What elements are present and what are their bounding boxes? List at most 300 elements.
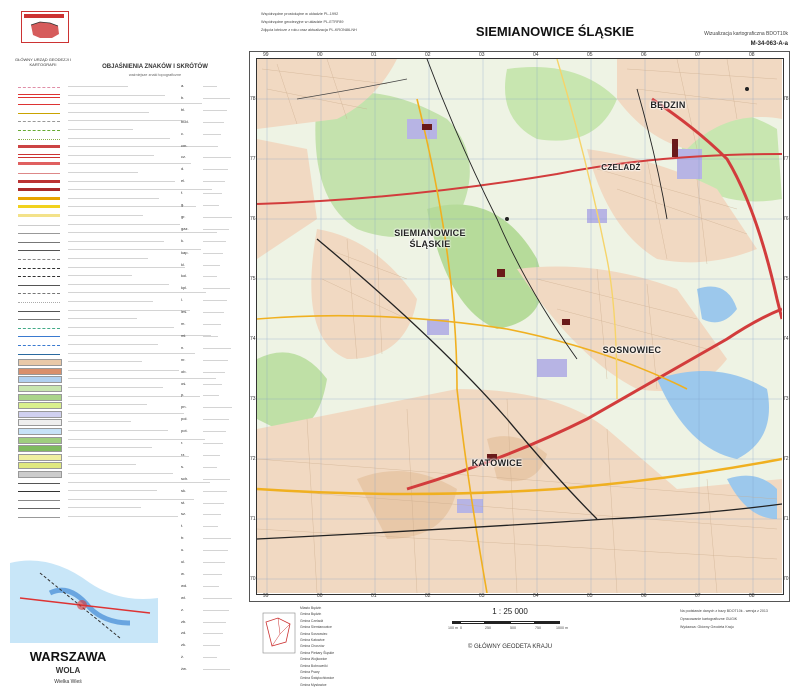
legend-symbol — [18, 121, 60, 122]
legend-row — [18, 187, 223, 196]
abbreviation-description-line — [203, 645, 220, 646]
abbreviation-description-line — [203, 98, 230, 99]
grid-label-x: 99 — [263, 52, 269, 58]
legend-row — [18, 480, 223, 486]
abbreviation: sz. — [181, 511, 187, 517]
abbreviation: cm. — [181, 142, 188, 148]
abbreviation-description-line — [203, 586, 219, 587]
abbreviation: rz. — [181, 451, 186, 457]
grid-label-y: 78 — [783, 96, 789, 102]
abbreviation: ul. — [181, 559, 186, 564]
legend-symbol — [18, 437, 62, 444]
abbreviation-description-line — [203, 324, 221, 325]
legend-symbol — [18, 173, 60, 174]
grid-label-x: 06 — [641, 52, 647, 58]
abbreviation: pot. — [181, 428, 188, 434]
abbreviation-description-line — [203, 181, 225, 182]
grid-label-y: 77 — [250, 156, 256, 162]
legend-row — [18, 376, 223, 382]
neighbor-item: Gmina Świętochłowice — [300, 676, 335, 681]
abbreviation-description-line — [203, 610, 229, 611]
legend-symbol — [18, 411, 62, 418]
meta-line-3: Zdjęcia lotnicze z roku oraz aktualizacja PL-KRON86-NH — [261, 28, 357, 32]
abbreviation: gr. — [181, 213, 186, 219]
sample-inset-map — [10, 553, 158, 643]
abbreviation: poł. — [181, 416, 188, 422]
legend-description-line — [68, 189, 212, 190]
legend-row — [18, 213, 223, 219]
org-caption: GŁÓWNY URZĄD GEODEZJI I KARTOGRAFII — [15, 57, 71, 67]
abbreviation: u. — [181, 547, 185, 553]
abbreviation-description-line — [203, 407, 232, 408]
legend-description-line — [68, 404, 147, 405]
abbreviation: wł. — [181, 594, 186, 600]
abbreviation-description-line — [203, 479, 230, 480]
abbreviation: sk. — [181, 487, 187, 493]
neighbor-item: Gmina Siemianowice — [300, 625, 332, 630]
legend-row — [18, 196, 223, 202]
city-label-katowice: KATOWICE — [471, 458, 523, 468]
abbreviation-description-line — [203, 455, 220, 456]
abbreviation-description-line — [203, 205, 219, 206]
footer-note-1: Na podstawie danych z bazy BDOT10k - wersja z 2013 — [680, 609, 768, 613]
legend-symbol — [18, 445, 62, 452]
abbreviation: bl. — [181, 106, 186, 112]
legend-symbol — [18, 293, 60, 294]
abbreviation: k. — [181, 237, 185, 243]
poland-map-icon — [28, 20, 62, 40]
legend-row — [18, 161, 223, 167]
abbreviation-description-line — [203, 134, 221, 135]
abbreviation: z. — [181, 606, 185, 612]
legend-symbol — [18, 259, 60, 260]
neighbor-item: Gmina Bobrowniki — [300, 663, 328, 668]
legend-row — [18, 118, 223, 124]
legend-symbol — [18, 225, 60, 226]
legend-symbol — [18, 454, 62, 461]
legend-row — [18, 290, 223, 296]
legend-symbol — [18, 162, 60, 165]
legend-symbol — [18, 462, 62, 469]
city-label-bedzin: BĘDZIN — [650, 100, 686, 110]
abbreviation: zd. — [181, 630, 187, 636]
abbreviation-description-line — [203, 288, 230, 289]
legend-row — [18, 437, 223, 443]
legend-description-line — [68, 353, 195, 354]
legend-description-line — [68, 241, 164, 242]
legend-row — [18, 488, 223, 494]
abbreviation-description-line — [203, 169, 228, 170]
neighbor-item: Miasto Będzin — [300, 606, 322, 610]
legend-row — [18, 170, 223, 176]
grid-label-y: 72 — [250, 456, 256, 462]
abbreviation: kpl. — [181, 285, 188, 291]
legend-symbol — [18, 385, 62, 392]
legend-row — [18, 333, 223, 339]
abbreviation: sch. — [181, 475, 189, 481]
legend-symbol — [18, 302, 60, 303]
legend-symbol — [18, 419, 62, 426]
scale-tick-label: 0 — [460, 626, 462, 630]
legend-description-line — [68, 292, 206, 293]
abbreviation: l. — [181, 297, 183, 303]
grid-label-x: 05 — [587, 52, 593, 58]
legend-symbol — [18, 104, 60, 105]
abbreviation-description-line — [203, 146, 218, 147]
abbreviation: g. — [181, 202, 185, 207]
abbreviation-description-line — [203, 538, 231, 539]
edition-label: Wizualizacja kartograficzna BDOT10k — [704, 31, 788, 37]
grid-label-x: 00 — [317, 593, 323, 599]
legend-symbol — [18, 345, 60, 346]
abbreviation-description-line — [203, 110, 227, 111]
legend-symbol — [18, 214, 60, 217]
legend-description-line — [68, 387, 163, 388]
abbreviation-description-line — [203, 443, 223, 444]
legend-description-line — [68, 439, 205, 440]
legend-description-line — [68, 198, 159, 199]
scale-bar — [452, 621, 562, 624]
abbreviation-description-line — [203, 217, 232, 218]
grid-label-x: 02 — [425, 593, 431, 599]
legend-row — [18, 416, 223, 425]
grid-label-x: 08 — [749, 52, 755, 58]
grid-label-y: 72 — [783, 456, 789, 462]
grid-label-y: 71 — [783, 516, 789, 522]
legend-description-line — [68, 430, 168, 431]
legend-symbol — [18, 517, 60, 518]
legend-description-line — [68, 344, 158, 345]
legend-symbol — [18, 250, 60, 251]
legend-row — [18, 153, 223, 159]
abbreviation: ob. — [181, 368, 187, 374]
abbreviation-description-line — [203, 384, 222, 385]
topographic-map — [257, 59, 782, 593]
neighbors-diagram — [262, 612, 296, 654]
abbreviation-description-line — [203, 193, 222, 194]
abbreviation-description-line — [203, 265, 220, 266]
grid-label-y: 73 — [250, 396, 256, 402]
legend-row — [18, 256, 223, 262]
legend-row — [18, 136, 223, 142]
legend-description-line — [68, 490, 157, 491]
abbreviation: kol. — [181, 273, 188, 279]
legend-symbol — [18, 276, 60, 277]
abbreviation: f. — [181, 190, 184, 196]
legend-row — [18, 101, 223, 107]
neighbor-item: Gmina Piekary Śląskie — [300, 650, 335, 655]
legend-row — [18, 127, 223, 133]
abbreviation: ż. — [181, 654, 185, 660]
abbreviation-description-line — [203, 598, 232, 599]
legend-description-line — [68, 284, 169, 285]
legend-symbol — [18, 328, 60, 329]
grid-label-x: 01 — [371, 52, 377, 58]
abbreviation: b. — [181, 94, 185, 100]
legend-symbol — [18, 394, 62, 401]
grid-label-y: 77 — [783, 156, 789, 162]
gugik-logo — [21, 11, 69, 43]
legend-symbol — [18, 242, 60, 243]
abbreviation: kap. — [181, 249, 189, 255]
abbreviation: n. — [181, 344, 185, 350]
legend-description-line — [68, 310, 190, 311]
abbreviation: m. — [181, 321, 186, 326]
abbreviation: t. — [181, 523, 184, 529]
legend-row — [18, 342, 223, 348]
sheet-code: M-34-063-A-a — [750, 41, 788, 47]
legend-symbol — [18, 359, 62, 366]
grid-label-x: 01 — [371, 593, 377, 599]
legend-symbol — [18, 188, 60, 191]
legend-description-line — [68, 172, 138, 173]
abbreviation-description-line — [203, 229, 229, 230]
sample-name-small: Wielka Wieś — [54, 679, 82, 685]
abbreviation-description-line — [203, 503, 224, 504]
abbreviation: st. — [181, 499, 186, 505]
footer-note-2: Opracowanie kartograficzne GUGiK — [680, 617, 738, 621]
abbreviation: tr. — [181, 535, 185, 541]
abbreviation-description-line — [203, 312, 224, 313]
legend-symbol — [18, 483, 60, 484]
legend-description-line — [68, 181, 175, 182]
abbreviation-description-line — [203, 657, 217, 658]
legend-symbol — [18, 376, 62, 383]
legend-row — [18, 222, 223, 228]
abbreviation: leś. — [181, 309, 188, 315]
legend-row — [18, 411, 223, 417]
legend-description-line — [68, 215, 143, 216]
legend-description-line — [68, 138, 170, 139]
abbreviation-description-line — [203, 336, 218, 337]
legend-row — [18, 451, 223, 460]
legend-description-line — [68, 155, 154, 156]
legend-description-line — [68, 301, 153, 302]
legend-description-line — [68, 516, 178, 517]
abbreviation: gaz. — [181, 225, 189, 231]
legend-description-line — [68, 232, 217, 233]
abbreviation-description-line — [203, 491, 227, 492]
legend-description-line — [68, 275, 132, 276]
abbreviation-description-line — [203, 622, 226, 623]
scale-text: 1 : 25 000 — [492, 607, 528, 616]
grid-label-y: 70 — [250, 576, 256, 582]
legend-description-line — [68, 267, 185, 268]
legend-symbol — [18, 500, 60, 501]
abbreviation-description-line — [203, 669, 230, 670]
grid-label-x: 00 — [317, 52, 323, 58]
legend-description-line — [68, 447, 152, 448]
city-label-siemianowice: SIEMIANOWICE ŚLĄSKIE — [394, 228, 466, 249]
legend-row — [18, 428, 223, 434]
scale-tick-label: 750 — [535, 626, 541, 630]
grid-label-x: 03 — [479, 52, 485, 58]
legend-symbol — [18, 145, 60, 148]
grid-label-y: 76 — [783, 216, 789, 222]
legend-symbol — [18, 508, 60, 509]
legend-description-line — [68, 129, 133, 130]
legend-row — [18, 239, 223, 245]
abbreviation-description-line — [203, 241, 226, 242]
abbreviation: d. — [181, 166, 185, 172]
legend-row — [18, 261, 223, 271]
abbreviation-description-line — [203, 550, 228, 551]
legend-description-line — [68, 473, 173, 474]
legend-row — [18, 179, 223, 185]
grid-label-x: 05 — [587, 593, 593, 599]
abbreviation: bud. — [181, 118, 189, 124]
legend-description-line — [68, 112, 149, 113]
legend-row — [18, 394, 223, 400]
legend-symbol — [18, 94, 60, 98]
copyright: © GŁÓWNY GEODETA KRAJU — [467, 644, 553, 650]
neighbor-item: Gmina Wojkowice — [300, 657, 328, 662]
abbreviation: w. — [181, 570, 185, 576]
meta-line-2: Współrzędne geodezyjne w układzie PL-ETRF89 — [261, 20, 344, 24]
abbreviation: r. — [181, 440, 184, 445]
grid-label-y: 78 — [250, 96, 256, 102]
legend-row — [18, 144, 223, 150]
scale-tick-label: 100 m — [448, 626, 458, 630]
abbreviation: c. — [181, 130, 185, 136]
abbreviation-description-line — [203, 348, 231, 349]
sample-name-big: WARSZAWA — [29, 649, 107, 664]
grid-label-x: 03 — [479, 593, 485, 599]
legend-row — [18, 368, 223, 374]
abbreviation-description-line — [203, 372, 225, 373]
abbreviation: oś. — [181, 380, 187, 386]
legend-description-line — [68, 378, 216, 379]
abbreviation-description-line — [203, 562, 225, 563]
abbreviation: pn. — [181, 404, 187, 410]
grid-label-y: 70 — [783, 576, 789, 582]
abbreviation: wd. — [181, 582, 188, 588]
abbreviation: mł. — [181, 332, 187, 338]
grid-label-x: 04 — [533, 593, 539, 599]
legend-symbol — [18, 268, 60, 269]
abbreviation: cz. — [181, 154, 187, 160]
abbreviation: p. — [181, 392, 185, 398]
legend-description-line — [68, 507, 141, 508]
legend-row — [18, 471, 223, 477]
abbreviation-description-line — [203, 419, 229, 420]
abbreviation: zk. — [181, 642, 187, 648]
legend-description-line — [68, 318, 137, 319]
legend-subtitle: ważniejsze znaki topograficzne — [128, 73, 182, 77]
legend-description-line — [68, 224, 180, 225]
abbreviation: s. — [181, 463, 185, 469]
grid-label-y: 71 — [250, 516, 256, 522]
legend-row — [18, 351, 223, 357]
grid-label-x: 99 — [263, 593, 269, 599]
sample-name-medium: WOLA — [55, 666, 81, 675]
legend-symbol — [18, 319, 60, 320]
legend-symbol — [18, 491, 60, 492]
legend-description-line — [68, 456, 189, 457]
legend-symbol — [18, 154, 60, 158]
legend-description-line — [68, 327, 174, 328]
abbreviation-description-line — [203, 122, 224, 123]
abbreviation-description-line — [203, 253, 223, 254]
abbreviation: żw. — [181, 666, 187, 672]
abbreviation: el. — [181, 178, 186, 184]
grid-label-y: 74 — [250, 336, 256, 342]
legend-row — [18, 230, 223, 236]
legend-row — [18, 282, 223, 291]
legend-symbol — [18, 428, 62, 435]
legend-description-line — [68, 103, 202, 104]
legend-description-line — [68, 258, 148, 259]
neighbor-item: Gmina Czeladź — [300, 618, 324, 623]
grid-label-x: 07 — [695, 52, 701, 58]
left-panel — [0, 0, 240, 699]
grid-label-y: 75 — [783, 276, 789, 282]
legend-symbol — [18, 336, 60, 337]
legend-symbol — [18, 311, 60, 312]
map-title: SIEMIANOWICE ŚLĄSKIE — [475, 24, 635, 39]
meta-line-1: Współrzędne prostokątne w układzie PL-1992 — [261, 12, 339, 16]
legend-description-line — [68, 95, 165, 96]
legend-symbol — [18, 205, 60, 208]
legend-symbol — [18, 402, 62, 409]
abbreviation-description-line — [203, 574, 222, 575]
legend-description-line — [68, 370, 179, 371]
legend-description-line — [68, 499, 194, 500]
legend-symbol — [18, 233, 60, 234]
grid-label-x: 08 — [749, 593, 755, 599]
abbreviation-description-line — [203, 633, 223, 634]
legend-symbol — [18, 368, 62, 375]
legend-row — [18, 273, 223, 279]
legend-symbol — [18, 113, 60, 114]
legend-description-line — [68, 482, 210, 483]
neighbor-item: Gmina Katowice — [300, 638, 325, 642]
legend-description-line — [68, 86, 128, 87]
legend-description-line — [68, 120, 186, 121]
neighbor-item: Gmina Chorzów — [300, 644, 325, 649]
grid-label-y: 73 — [783, 396, 789, 402]
grid-label-y: 76 — [250, 216, 256, 222]
legend-row — [18, 462, 223, 468]
scale-tick-label: 250 — [485, 626, 491, 630]
legend-description-line — [68, 464, 136, 465]
grid-label-x: 02 — [425, 52, 431, 58]
legend-row — [18, 247, 223, 253]
grid-label-y: 75 — [250, 276, 256, 282]
grid-label-x: 07 — [695, 593, 701, 599]
legend-symbol — [18, 471, 62, 478]
legend-symbol — [18, 139, 60, 140]
legend-row — [18, 299, 223, 305]
neighbor-item: Gmina Będzin — [300, 612, 322, 617]
scale-tick-label: 500 — [510, 626, 516, 630]
grid-label-x: 04 — [533, 52, 539, 58]
grid-label-x: 06 — [641, 593, 647, 599]
abbreviation-description-line — [203, 526, 218, 527]
legend-title: OBJAŚNIENIA ZNAKÓW I SKRÓTÓW — [102, 64, 208, 70]
abbreviation: a. — [181, 83, 185, 88]
scale-tick-label: 1000 m — [556, 626, 568, 630]
abbreviation-description-line — [203, 395, 219, 396]
legend-row — [18, 511, 223, 520]
legend-row — [18, 385, 223, 391]
abbreviation-description-line — [203, 276, 217, 277]
legend-symbol — [18, 130, 60, 131]
abbreviation: zb. — [181, 618, 187, 624]
legend-symbol — [18, 285, 60, 286]
footer-note-3: Wydawca: Główny Geodeta Kraju — [680, 625, 734, 629]
grid-label-y: 74 — [783, 336, 789, 342]
